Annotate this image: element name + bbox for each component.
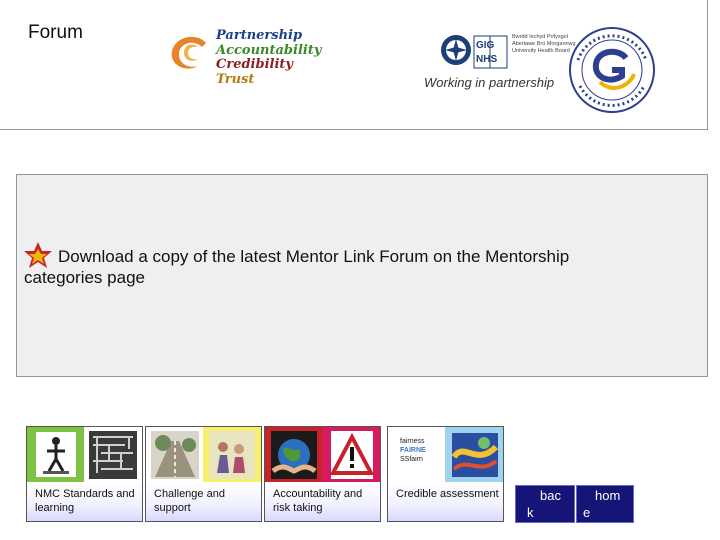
swirl-logo-icon [168,33,210,73]
card-accountability[interactable] [264,426,381,522]
back-label-line2: k [527,505,534,520]
card-image [388,427,503,482]
back-label-line1: bac [540,488,561,503]
home-label-line1: hom [595,488,621,503]
card-label: Accountability and risk taking [265,483,380,521]
home-label-line2: e [583,505,591,520]
card-image [27,427,142,482]
health-board-line: Abertawe Bro Morgannwg [512,41,576,47]
globe-hands-icon [269,427,319,482]
card-image [146,427,261,482]
nhs-logo-icon [440,30,512,72]
health-board-text [512,34,576,55]
card-label: NMC Standards and learning [27,483,142,521]
university-seal-icon [568,24,656,116]
figure-icon [31,427,81,482]
value-trust: Trust [216,71,255,87]
warning-icon [329,427,375,482]
card-label: Credible assessment [388,483,503,521]
path-icon [149,427,201,482]
gig-label: GIG [476,40,495,51]
card-challenge-support[interactable] [145,426,262,522]
card-label: Challenge and support [146,483,261,521]
card-nmc-standards[interactable] [26,426,143,522]
abstract-icon [450,427,500,482]
fairness-line: FAIRNE [400,447,426,454]
value-accountability: Accountability [216,42,322,58]
fairness-line: fairness [400,438,425,445]
health-board-line: Bwrdd Iechyd Prifysgol [512,34,568,40]
fairness-line: SSfairn [400,456,423,463]
values-list [216,29,321,87]
fairness-text-icon [400,437,426,464]
card-credible-assessment[interactable] [387,426,504,522]
card-image [265,427,380,482]
notice-link-text[interactable]: categories page [24,268,145,287]
partnership-caption: Working in partnership [424,75,555,90]
page-title: Forum [28,22,83,43]
value-credibility: Credibility [216,57,293,72]
health-board-line: University Health Board [512,48,570,54]
team-icon [205,427,259,482]
maze-icon [87,427,139,482]
notice-text: Download a copy of the latest Mentor Link Forum on the Mentorship [58,247,570,266]
home-button[interactable] [576,485,634,523]
value-partnership: Partnership [216,28,303,43]
back-button[interactable] [515,485,575,523]
nhs-label: NHS [476,54,498,65]
